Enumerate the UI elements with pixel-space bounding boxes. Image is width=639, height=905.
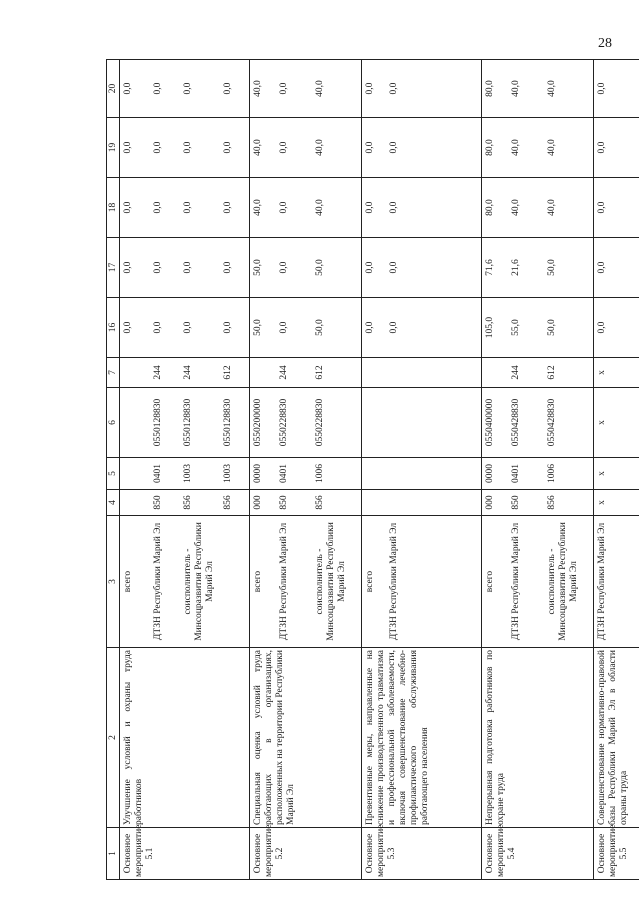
value-cell: 0,0 — [594, 238, 639, 298]
section-code-cell: 1003 — [180, 458, 220, 490]
value-cell: 0,0 — [220, 60, 250, 118]
target-article-cell: 0550400000 — [482, 388, 508, 458]
value-cell: 40,0 — [312, 118, 362, 178]
executor-cell: всего — [120, 516, 150, 648]
value-cell: 55,0 — [508, 298, 544, 358]
value-cell: 50,0 — [250, 238, 276, 298]
value-cell: 0,0 — [362, 60, 386, 118]
executor-cell: ДТЗН Республики Марий Эл — [594, 516, 639, 648]
grbs-code-cell — [386, 490, 482, 516]
section-code-cell: 1006 — [544, 458, 594, 490]
value-cell: 105,0 — [482, 298, 508, 358]
section-code-cell — [362, 458, 386, 490]
executor-cell: соисполнитель - Минсоцразвития Республики Марий Эл — [312, 516, 362, 648]
value-cell: 40,0 — [544, 60, 594, 118]
header-cell: 17 — [107, 238, 120, 298]
executor-cell: соисполнитель - Минсоцразвития Республики Марий Эл — [180, 516, 220, 648]
section-code-cell — [386, 458, 482, 490]
value-cell: 0,0 — [362, 178, 386, 238]
table-body — [120, 60, 639, 880]
target-article-cell: 0550428830 — [544, 388, 594, 458]
value-cell: 21,6 — [508, 238, 544, 298]
grbs-code-cell: 856 — [312, 490, 362, 516]
value-cell: 0,0 — [120, 118, 150, 178]
activity-type-cell: Основное мероприятие 5.5 — [594, 828, 639, 880]
grbs-code-cell: 000 — [250, 490, 276, 516]
value-cell: 50,0 — [250, 298, 276, 358]
value-cell: 0,0 — [180, 178, 220, 238]
executor-cell: ДТЗН Республики Марий Эл — [508, 516, 544, 648]
expense-type-cell: 612 — [544, 358, 594, 388]
value-cell: 0,0 — [180, 238, 220, 298]
target-article-cell: 0550200000 — [250, 388, 276, 458]
grbs-code-cell: x — [594, 490, 639, 516]
value-cell: 0,0 — [386, 298, 482, 358]
value-cell: 0,0 — [120, 298, 150, 358]
expense-type-cell: 244 — [150, 358, 180, 388]
value-cell: 40,0 — [544, 118, 594, 178]
executor-cell: всего — [250, 516, 276, 648]
value-cell: 40,0 — [508, 60, 544, 118]
rotated-table-wrapper — [106, 60, 629, 880]
value-cell: 0,0 — [386, 178, 482, 238]
value-cell: 40,0 — [312, 178, 362, 238]
executor-cell: всего — [482, 516, 508, 648]
value-cell: 71,6 — [482, 238, 508, 298]
expense-type-cell: 612 — [220, 358, 250, 388]
executor-cell: ДТЗН Республики Марий Эл — [386, 516, 482, 648]
value-cell: 0,0 — [220, 298, 250, 358]
value-cell: 0,0 — [276, 118, 312, 178]
grbs-code-cell: 000 — [482, 490, 508, 516]
value-cell: 0,0 — [594, 178, 639, 238]
value-cell: 0,0 — [180, 60, 220, 118]
value-cell: 50,0 — [312, 298, 362, 358]
table-row — [250, 60, 276, 880]
header-cell: 6 — [107, 388, 120, 458]
value-cell: 40,0 — [250, 118, 276, 178]
section-code-cell — [120, 458, 150, 490]
executor-cell: ДТЗН Республики Марий Эл — [150, 516, 180, 648]
activity-type-cell: Основное мероприятие 5.3 — [362, 828, 482, 880]
value-cell: 0,0 — [362, 238, 386, 298]
value-cell: 0,0 — [276, 238, 312, 298]
value-cell: 0,0 — [594, 118, 639, 178]
header-cell: 18 — [107, 178, 120, 238]
activity-description-cell: Улучшение условий и охраны труда работников — [120, 648, 250, 828]
value-cell: 0,0 — [180, 118, 220, 178]
header-cell: 4 — [107, 490, 120, 516]
value-cell: 0,0 — [362, 298, 386, 358]
value-cell: 0,0 — [150, 298, 180, 358]
header-cell: 20 — [107, 60, 120, 118]
header-cell: 1 — [107, 828, 120, 880]
table-row — [120, 60, 150, 880]
expense-type-cell: 244 — [180, 358, 220, 388]
value-cell: 0,0 — [120, 178, 150, 238]
section-code-cell: 0000 — [250, 458, 276, 490]
section-code-cell: 0401 — [508, 458, 544, 490]
value-cell: 0,0 — [386, 118, 482, 178]
value-cell: 40,0 — [312, 60, 362, 118]
value-cell: 40,0 — [250, 178, 276, 238]
grbs-code-cell — [362, 490, 386, 516]
value-cell: 40,0 — [250, 60, 276, 118]
value-cell: 0,0 — [276, 178, 312, 238]
value-cell: 0,0 — [150, 238, 180, 298]
program-table — [106, 59, 639, 880]
executor-cell — [220, 516, 250, 648]
executor-cell: всего — [362, 516, 386, 648]
activity-description-cell: Совершенствование нормативно-правовой базы Республики Марий Эл в области охраны труда — [594, 648, 639, 828]
activity-description-cell: Специальная оценка условий труда работающих в организациях, расположенных на территории Республики Марий Эл — [250, 648, 362, 828]
grbs-code-cell: 856 — [544, 490, 594, 516]
header-cell: 7 — [107, 358, 120, 388]
section-code-cell: 1003 — [220, 458, 250, 490]
grbs-code-cell: 850 — [508, 490, 544, 516]
expense-type-cell: 612 — [312, 358, 362, 388]
value-cell: 0,0 — [220, 178, 250, 238]
grbs-code-cell: 850 — [276, 490, 312, 516]
value-cell: 40,0 — [544, 178, 594, 238]
expense-type-cell — [482, 358, 508, 388]
grbs-code-cell: 856 — [180, 490, 220, 516]
value-cell: 80,0 — [482, 178, 508, 238]
target-article-cell — [120, 388, 150, 458]
grbs-code-cell — [120, 490, 150, 516]
section-code-cell: 0000 — [482, 458, 508, 490]
value-cell: 0,0 — [594, 298, 639, 358]
header-cell: 19 — [107, 118, 120, 178]
target-article-cell: 0550128830 — [150, 388, 180, 458]
target-article-cell — [362, 388, 386, 458]
value-cell: 0,0 — [180, 298, 220, 358]
value-cell: 50,0 — [312, 238, 362, 298]
value-cell: 50,0 — [544, 238, 594, 298]
section-code-cell: 0401 — [276, 458, 312, 490]
header-row — [107, 60, 120, 880]
table-row — [594, 60, 639, 880]
activity-type-cell: Основное мероприятие 5.2 — [250, 828, 362, 880]
value-cell: 0,0 — [594, 60, 639, 118]
expense-type-cell — [120, 358, 150, 388]
value-cell: 0,0 — [362, 118, 386, 178]
value-cell: 0,0 — [120, 238, 150, 298]
section-code-cell: 1006 — [312, 458, 362, 490]
table-row — [362, 60, 386, 880]
target-article-cell: 0550128830 — [180, 388, 220, 458]
target-article-cell: 0550428830 — [508, 388, 544, 458]
value-cell: 0,0 — [276, 60, 312, 118]
page-number: 28 — [598, 36, 612, 51]
header-cell: 5 — [107, 458, 120, 490]
value-cell: 80,0 — [482, 60, 508, 118]
value-cell: 40,0 — [508, 118, 544, 178]
expense-type-cell: 244 — [508, 358, 544, 388]
header-cell: 16 — [107, 298, 120, 358]
value-cell: 0,0 — [276, 298, 312, 358]
value-cell: 0,0 — [150, 60, 180, 118]
section-code-cell: x — [594, 458, 639, 490]
section-code-cell: 0401 — [150, 458, 180, 490]
value-cell: 0,0 — [120, 60, 150, 118]
table-row — [482, 60, 508, 880]
target-article-cell: 0550228830 — [276, 388, 312, 458]
value-cell: 40,0 — [508, 178, 544, 238]
expense-type-cell: 244 — [276, 358, 312, 388]
value-cell: 50,0 — [544, 298, 594, 358]
value-cell: 0,0 — [386, 238, 482, 298]
executor-cell: ДТЗН Республики Марий Эл — [276, 516, 312, 648]
expense-type-cell: x — [594, 358, 639, 388]
activity-description-cell: Непрерывная подготовка работников по охране труда — [482, 648, 594, 828]
value-cell: 0,0 — [150, 178, 180, 238]
expense-type-cell — [386, 358, 482, 388]
value-cell: 80,0 — [482, 118, 508, 178]
value-cell: 0,0 — [150, 118, 180, 178]
value-cell: 0,0 — [220, 118, 250, 178]
activity-description-cell: Превентивные меры, направленные на снижение производственного травматизма и профессиональной заболеваемости, включая совершенствование лечебно-профилактического обслуживания работающего населения — [362, 648, 482, 828]
grbs-code-cell: 856 — [220, 490, 250, 516]
activity-type-cell: Основное мероприятие 5.4 — [482, 828, 594, 880]
target-article-cell — [386, 388, 482, 458]
header-cell: 2 — [107, 648, 120, 828]
expense-type-cell — [250, 358, 276, 388]
expense-type-cell — [362, 358, 386, 388]
value-cell: 0,0 — [386, 60, 482, 118]
target-article-cell: 0550228830 — [312, 388, 362, 458]
value-cell: 0,0 — [220, 238, 250, 298]
header-cell: 3 — [107, 516, 120, 648]
target-article-cell: 0550128830 — [220, 388, 250, 458]
executor-cell: соисполнитель - Минсоцразвития Республики Марий Эл — [544, 516, 594, 648]
activity-type-cell: Основное мероприятие 5.1 — [120, 828, 250, 880]
target-article-cell: x — [594, 388, 639, 458]
grbs-code-cell: 850 — [150, 490, 180, 516]
